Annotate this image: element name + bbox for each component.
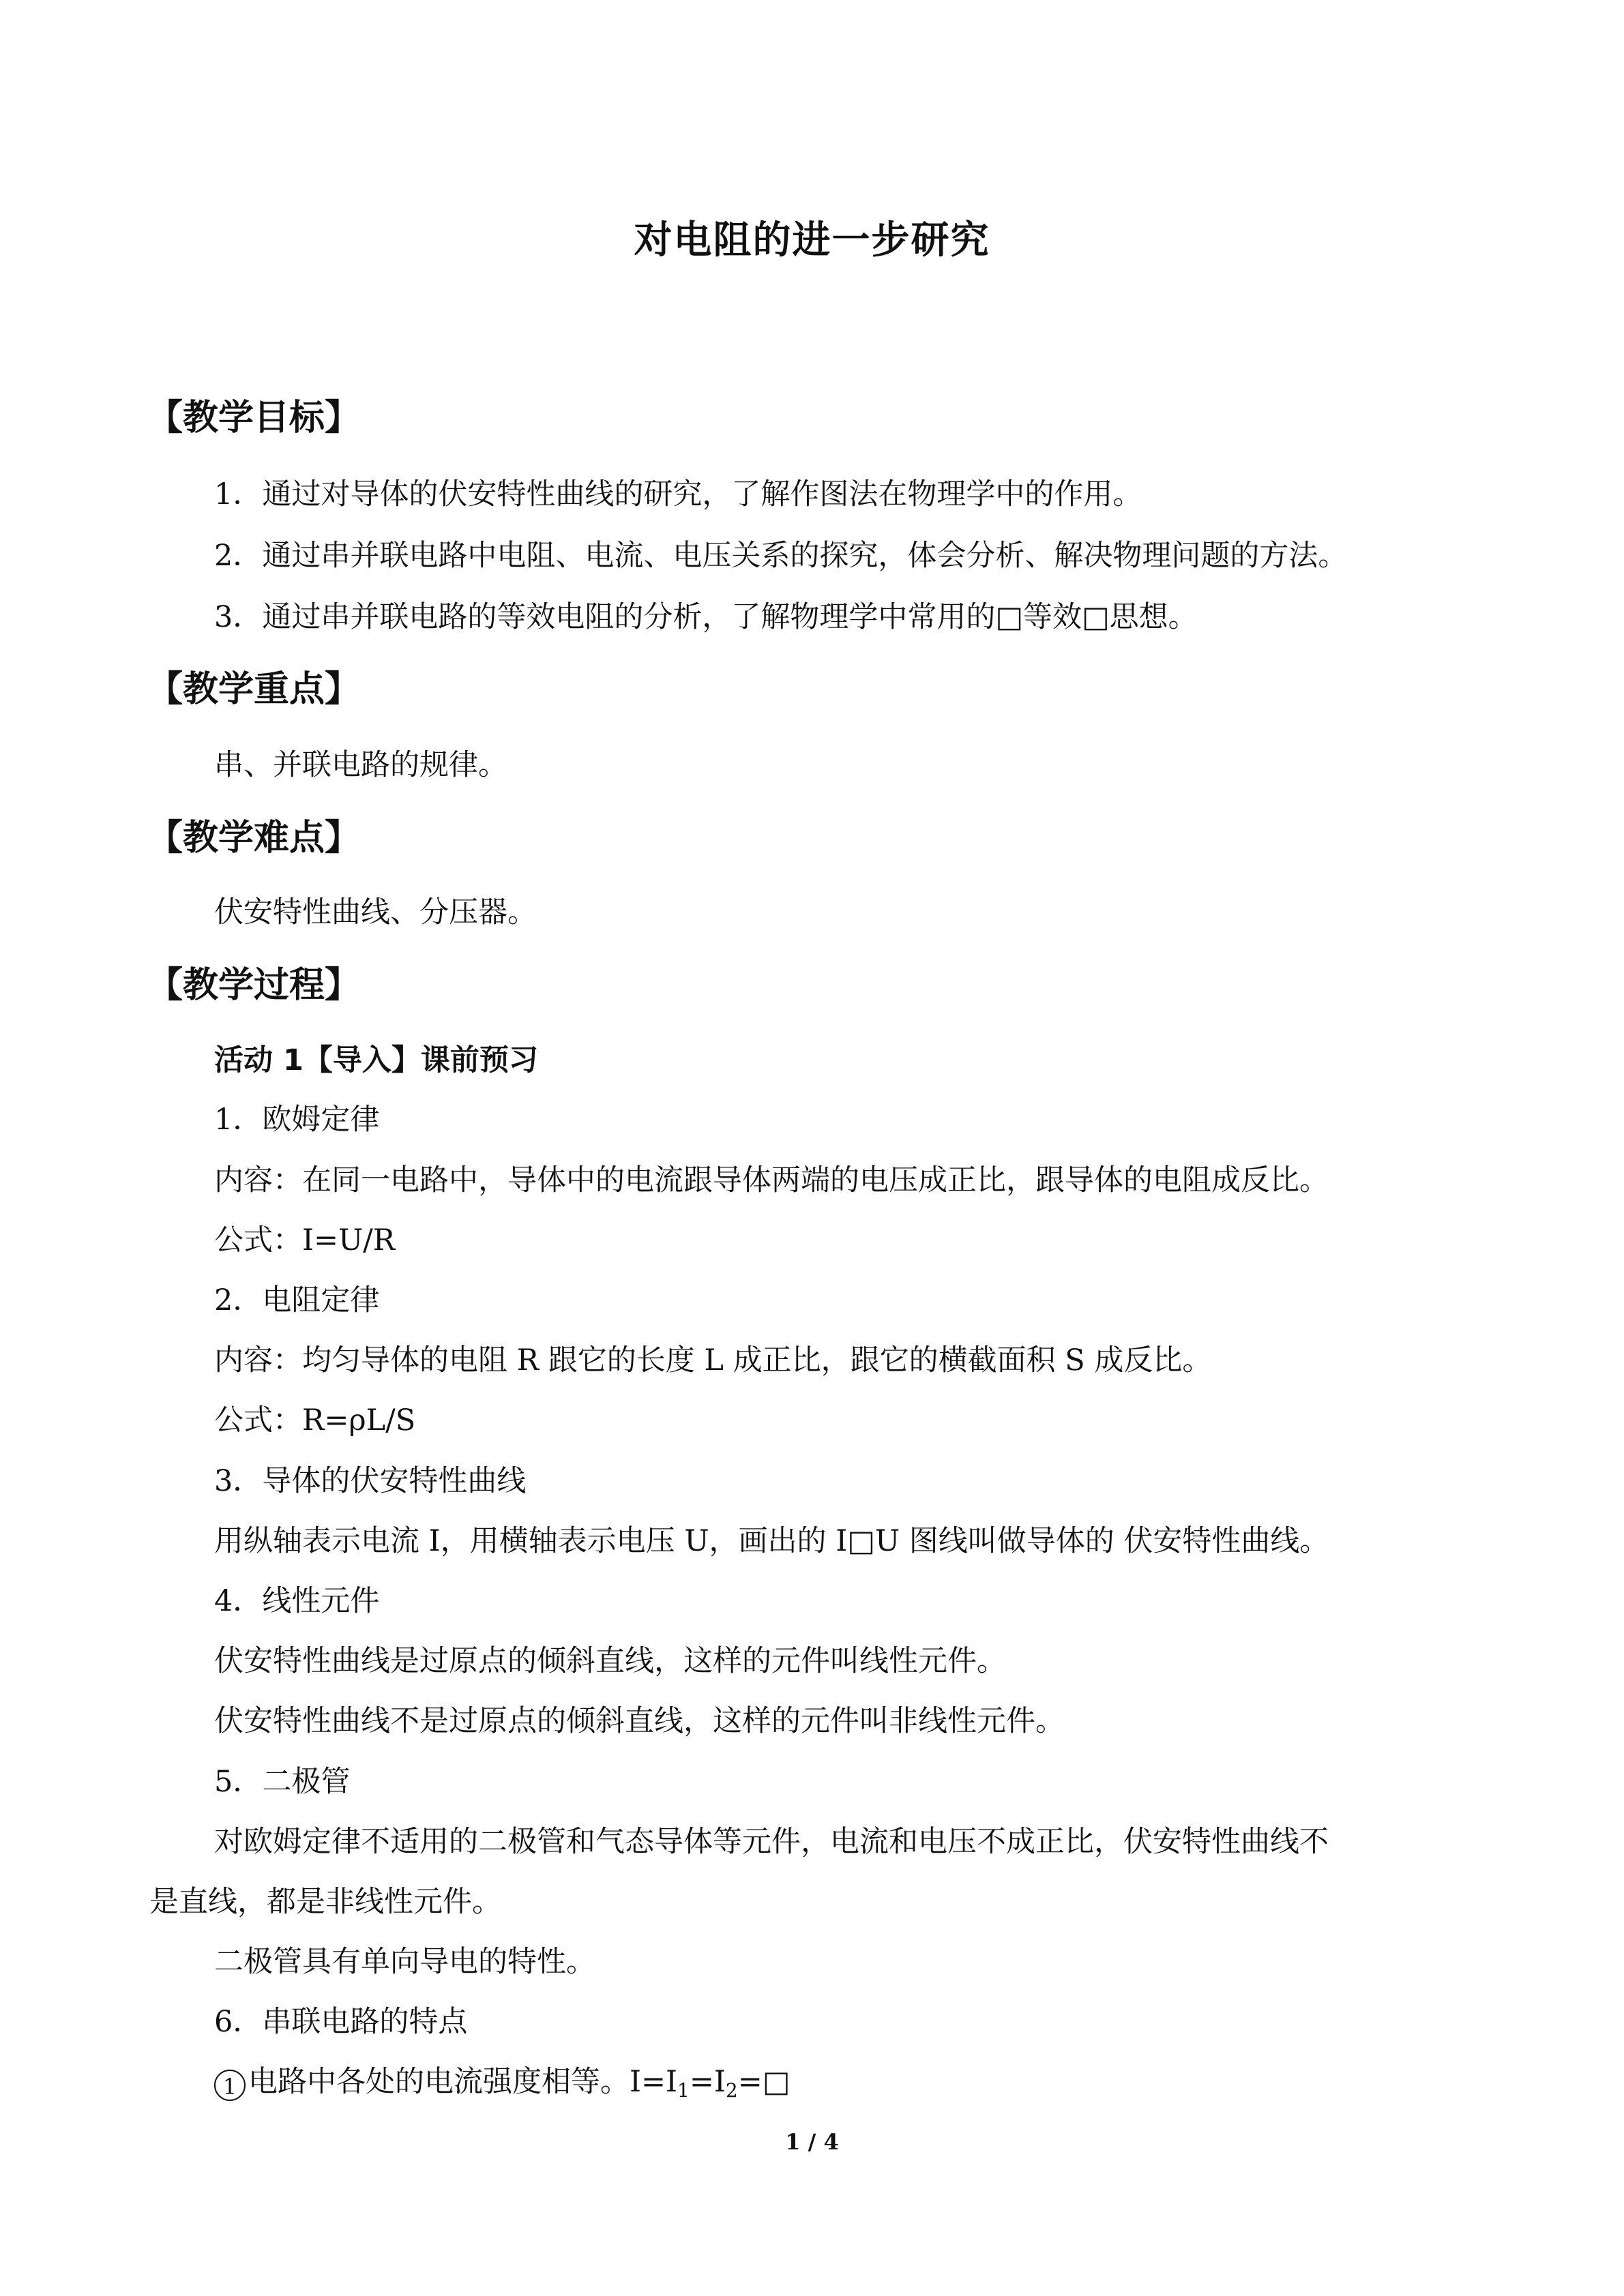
- series-circuit-title: 6．串联电路的特点: [214, 2005, 468, 2039]
- iv-curve-content: 用纵轴表示电流 I，用横轴表示电压 U，画出的 I□U 图线叫做导体的 伏安特性曲线。: [214, 1524, 1329, 1558]
- section-heading-objectives: 【教学目标】: [147, 398, 361, 438]
- linear-element-line1: 伏安特性曲线是过原点的倾斜直线，这样的元件叫线性元件。: [214, 1644, 1006, 1678]
- resistance-law-formula: 公式：R=ρL/S: [214, 1403, 416, 1437]
- resistance-law-content: 内容：均匀导体的电阻 R 跟它的长度 L 成正比，跟它的横截面积 S 成反比。: [214, 1343, 1212, 1377]
- difficulties-text: 伏安特性曲线、分压器。: [214, 895, 537, 929]
- circled-number-marker: 1: [214, 2070, 246, 2101]
- section-heading-process: 【教学过程】: [147, 965, 361, 1006]
- objective-item: 2．通过串并联电路中电阻、电流、电压关系的探究，体会分析、解决物理问题的方法。: [214, 539, 1348, 573]
- linear-element-line2: 伏安特性曲线不是过原点的倾斜直线，这样的元件叫非线性元件。: [214, 1704, 1065, 1738]
- resistance-law-title: 2．电阻定律: [214, 1283, 380, 1317]
- ohm-law-title: 1．欧姆定律: [214, 1103, 380, 1137]
- objective-item: 1．通过对导体的伏安特性曲线的研究，了解作图法在物理学中的作用。: [214, 477, 1142, 511]
- ohm-law-formula: 公式：I=U/R: [214, 1223, 396, 1257]
- diode-paragraph2: 二极管具有单向导电的特性。: [214, 1945, 595, 1979]
- section-heading-keypoints: 【教学重点】: [147, 669, 361, 710]
- subscript-1: 1: [677, 2079, 690, 2102]
- objective-item: 3．通过串并联电路的等效电阻的分析，了解物理学中常用的□等效□思想。: [214, 600, 1198, 634]
- diode-title: 5．二极管: [214, 1765, 351, 1799]
- linear-element-title: 4．线性元件: [214, 1584, 380, 1618]
- page-number: 1 / 4: [785, 2129, 839, 2155]
- iv-curve-title: 3．导体的伏安特性曲线: [214, 1464, 527, 1498]
- series-item1-eq-mid: =I: [689, 2065, 726, 2099]
- page-title: 对电阻的进一步研究: [634, 218, 990, 263]
- diode-paragraph-line2: 是直线，都是非线性元件。: [149, 1885, 501, 1919]
- diode-paragraph-line1: 对欧姆定律不适用的二极管和气态导体等元件，电流和电压不成正比，伏安特性曲线不: [214, 1825, 1329, 1859]
- activity-title: 活动 1【导入】课前预习: [214, 1043, 538, 1077]
- series-circuit-item1: [214, 2065, 790, 2101]
- subscript-2: 2: [725, 2079, 738, 2102]
- keypoints-text: 串、并联电路的规律。: [214, 748, 507, 782]
- ohm-law-content: 内容：在同一电路中，导体中的电流跟导体两端的电压成正比，跟导体的电阻成反比。: [214, 1163, 1329, 1197]
- section-heading-difficulties: 【教学难点】: [147, 818, 361, 859]
- series-item1-text: 电路中各处的电流强度相等。I=I: [248, 2065, 678, 2099]
- series-item1-eq-end: =□: [737, 2065, 791, 2099]
